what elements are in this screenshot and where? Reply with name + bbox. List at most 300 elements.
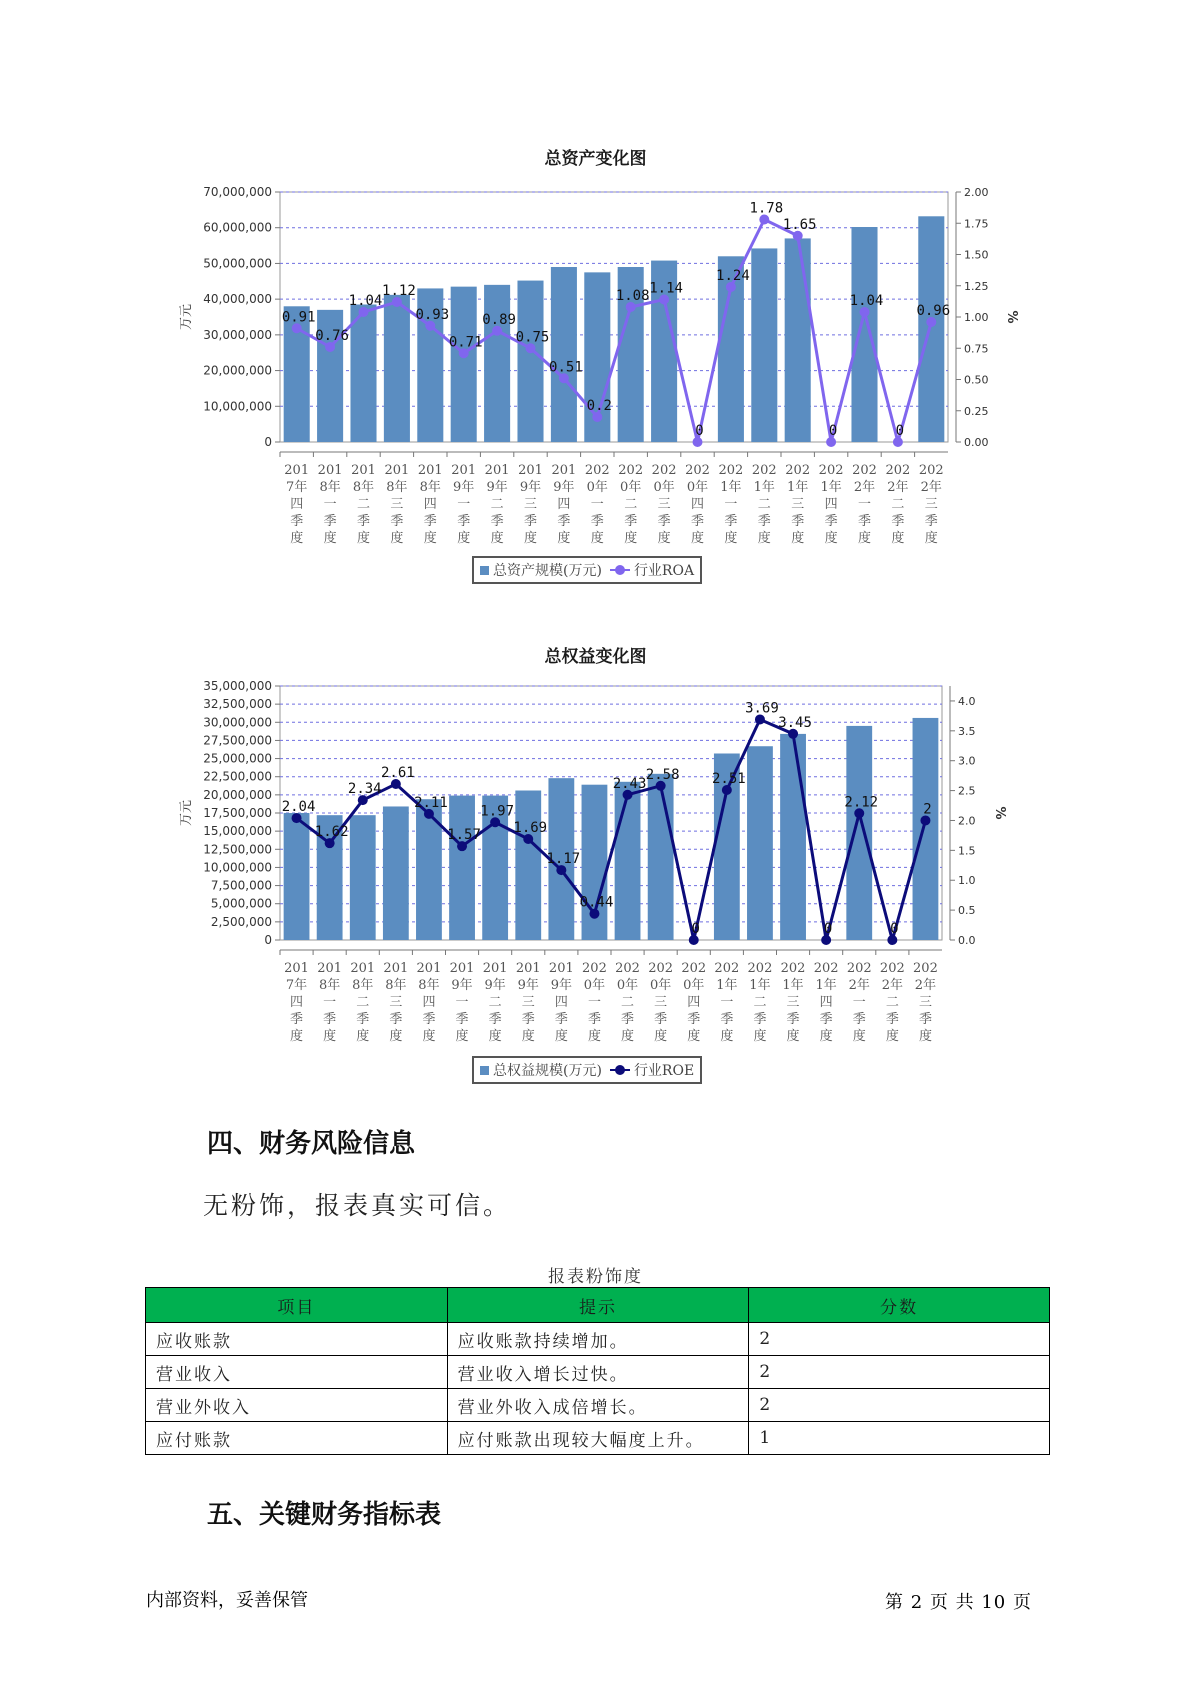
- data-label: 1.57: [447, 827, 481, 844]
- x-tick-label-line: 一: [857, 497, 872, 512]
- header-hint: 提示: [447, 1288, 749, 1323]
- x-tick-label-line: 二: [621, 995, 635, 1010]
- line-legend-marker: [610, 1065, 630, 1075]
- x-tick-label-line: 季: [753, 1012, 767, 1027]
- x-tick-label-line: 度: [687, 1029, 701, 1044]
- x-tick-label-line: 9年: [451, 978, 473, 993]
- right-tick-label: 1.75: [964, 217, 989, 231]
- x-tick-label-line: 202: [879, 961, 905, 976]
- x-tick-label-line: 一: [455, 995, 469, 1010]
- data-label: 1.78: [749, 200, 784, 217]
- x-tick-label-line: 度: [557, 531, 571, 546]
- table-row: [146, 1323, 1050, 1356]
- x-tick-label-line: 季: [323, 1012, 337, 1027]
- x-tick-label-line: 度: [724, 531, 738, 546]
- row-item: 营业外收入: [146, 1389, 448, 1422]
- asset-chart-title: 总资产变化图: [544, 149, 647, 169]
- data-label: 2.12: [844, 794, 879, 811]
- x-tick-label-line: 季: [724, 514, 738, 529]
- data-label: 1.24: [716, 268, 750, 284]
- x-tick-label: [549, 961, 574, 1044]
- x-tick-label: [284, 463, 309, 546]
- x-tick-label-line: 季: [488, 1012, 502, 1027]
- x-tick-label: [483, 961, 508, 1044]
- x-tick-label-line: 三: [786, 995, 800, 1010]
- x-tick-label: [551, 463, 576, 546]
- x-tick-label-line: 一: [852, 995, 866, 1010]
- bar: [384, 295, 410, 442]
- x-tick-label-line: 一: [587, 995, 601, 1010]
- x-tick-label-line: 度: [757, 531, 771, 546]
- x-tick-label: [318, 463, 343, 546]
- asset-chart-legend: [472, 556, 702, 584]
- x-tick-label-line: 度: [356, 531, 371, 546]
- x-tick-label-line: 度: [857, 531, 872, 546]
- x-tick-label-line: 9年: [453, 480, 475, 495]
- x-tick-label-line: 2年: [848, 978, 870, 993]
- x-tick-label-line: 度: [891, 531, 905, 546]
- x-tick-label: [748, 961, 773, 1044]
- total-equity-chart: [0, 668, 1191, 1068]
- x-tick-label: [919, 463, 944, 546]
- x-tick-label-line: 季: [924, 514, 938, 529]
- data-label: 0: [695, 423, 704, 439]
- bar: [751, 248, 777, 442]
- x-tick-label-line: 202: [818, 463, 844, 478]
- x-tick-label-line: 202: [648, 961, 674, 976]
- data-label: 2: [923, 801, 932, 818]
- x-tick-label-line: 202: [747, 961, 773, 976]
- left-tick-label: 50,000,000: [203, 256, 272, 271]
- bar: [451, 287, 477, 442]
- x-tick-label-line: 7年: [286, 480, 308, 495]
- x-tick-label: [450, 961, 475, 1044]
- x-tick-label-line: 8年: [385, 978, 407, 993]
- row-hint: 营业收入增长过快。: [447, 1356, 749, 1389]
- data-label: 0.93: [415, 306, 450, 323]
- x-tick-label-line: 季: [390, 514, 404, 529]
- x-tick-label-line: 二: [490, 497, 504, 512]
- x-tick-label-line: 0年: [686, 480, 709, 495]
- data-label: 0.75: [515, 329, 550, 346]
- total-assets-chart: [0, 170, 1191, 710]
- x-tick-label-line: 度: [918, 1029, 932, 1044]
- data-label: 1.08: [615, 288, 650, 304]
- x-tick-label-line: 四: [557, 497, 571, 512]
- x-tick-label-line: 季: [786, 1012, 800, 1027]
- right-tick-label: 3.0: [958, 754, 976, 768]
- x-tick-label-line: 1年: [815, 978, 837, 993]
- x-tick-label-line: 度: [924, 531, 938, 546]
- data-label: 1.14: [649, 280, 683, 297]
- right-tick-label: 0.5: [958, 904, 976, 918]
- left-tick-label: 32,500,000: [203, 697, 272, 712]
- x-tick-label-line: 度: [554, 1029, 568, 1044]
- x-tick-label-line: 度: [488, 1029, 502, 1044]
- x-tick-label: [681, 961, 706, 1044]
- data-label: 0.96: [916, 303, 951, 319]
- x-tick-label-line: 四: [687, 995, 701, 1010]
- data-label: 0.91: [281, 309, 316, 326]
- data-label: 0: [890, 921, 899, 937]
- x-tick-label-line: 四: [690, 497, 705, 512]
- x-tick-label: [847, 961, 872, 1044]
- x-tick-label-line: 2年: [853, 480, 876, 495]
- data-label: 2.04: [281, 799, 316, 816]
- x-tick-label-line: 201: [351, 463, 376, 478]
- x-tick-label-line: 201: [284, 961, 309, 976]
- left-tick-label: 7,500,000: [210, 878, 272, 893]
- left-tick-label: 2,500,000: [210, 914, 272, 929]
- x-tick-label-line: 201: [384, 463, 410, 478]
- data-label: 1.97: [480, 803, 515, 820]
- bar: [851, 227, 877, 442]
- x-tick-label: [585, 463, 610, 546]
- x-tick-label: [913, 961, 938, 1044]
- x-tick-label-line: 201: [551, 463, 577, 478]
- x-tick-label-line: 度: [422, 1029, 436, 1044]
- x-tick-label-line: 三: [390, 497, 404, 512]
- x-tick-label-line: 季: [852, 1012, 866, 1027]
- x-tick-label-line: 度: [323, 1029, 337, 1044]
- left-tick-label: 20,000,000: [203, 787, 272, 802]
- row-item: 营业收入: [146, 1356, 448, 1389]
- right-tick-label: 1.0: [958, 874, 976, 888]
- right-tick-label: 1.50: [964, 248, 989, 262]
- x-tick-label-line: 二: [885, 995, 899, 1010]
- right-tick-label: 0.75: [964, 342, 989, 356]
- right-tick-label: 3.5: [958, 724, 976, 738]
- row-item: 应付账款: [146, 1422, 448, 1455]
- data-label: 2.11: [414, 794, 448, 811]
- x-tick-label-line: 2年: [914, 978, 937, 993]
- x-tick-label-line: 季: [490, 514, 504, 529]
- x-tick-label-line: 四: [819, 995, 833, 1010]
- x-tick-label-line: 四: [422, 995, 436, 1010]
- x-tick-label: [781, 961, 806, 1044]
- x-tick-label-line: 度: [786, 1029, 800, 1044]
- x-tick-label: [351, 463, 376, 546]
- bar-legend-swatch: [480, 566, 489, 575]
- bar: [648, 774, 674, 940]
- x-tick-label-line: 季: [791, 514, 805, 529]
- x-tick-label-line: 季: [624, 514, 638, 529]
- x-tick-label-line: 202: [913, 961, 938, 976]
- x-tick-label-line: 一: [590, 497, 604, 512]
- x-tick-label-line: 一: [323, 995, 337, 1010]
- x-tick-label: [714, 961, 739, 1044]
- equity-chart-legend: [472, 1056, 702, 1084]
- left-tick-label: 17,500,000: [203, 806, 272, 820]
- x-tick-label-line: 度: [819, 1029, 833, 1044]
- legend-bar-label: 总权益规模(万元): [493, 1063, 602, 1079]
- left-tick-label: 20,000,000: [203, 363, 272, 378]
- data-label: 2.43: [612, 775, 647, 792]
- x-tick-label-line: 季: [455, 1012, 469, 1027]
- x-tick-label-line: 度: [654, 1029, 668, 1044]
- x-tick-label: [384, 463, 409, 546]
- x-tick-label-line: 202: [785, 463, 811, 478]
- left-axis-title: 万元: [179, 799, 194, 827]
- x-tick-label-line: 度: [824, 531, 838, 546]
- x-tick-label-line: 二: [356, 995, 370, 1010]
- line-legend-marker: [610, 565, 630, 575]
- x-tick-label-line: 202: [751, 463, 777, 478]
- legend-bar-label: 总资产规模(万元): [493, 563, 602, 579]
- x-tick-label: [582, 961, 607, 1044]
- section-four-heading: 四、财务风险信息: [207, 1129, 416, 1159]
- x-tick-label-line: 9年: [517, 978, 539, 993]
- data-label: 1.65: [782, 216, 817, 233]
- x-tick-label: [516, 961, 541, 1044]
- left-tick-label: 5,000,000: [210, 896, 272, 911]
- x-tick-label-line: 201: [350, 961, 376, 976]
- x-tick-label-line: 四: [423, 497, 437, 512]
- x-tick-label-line: 度: [457, 531, 471, 546]
- x-tick-label-line: 0年: [586, 480, 608, 495]
- data-label: 1.62: [314, 824, 349, 841]
- x-tick-label-line: 2年: [887, 480, 909, 495]
- bar: [785, 238, 811, 442]
- data-label: 0.44: [579, 894, 614, 911]
- x-tick-label: [685, 463, 710, 546]
- right-tick-label: 1.00: [964, 311, 989, 324]
- whitewash-table: [145, 1287, 1050, 1455]
- x-tick-label: [752, 463, 777, 546]
- right-tick-label: 1.5: [958, 844, 976, 858]
- plot-frame: [280, 192, 951, 442]
- x-tick-label-line: 一: [323, 497, 337, 512]
- data-label: 0.71: [448, 334, 483, 351]
- x-tick-label-line: 季: [885, 1012, 899, 1027]
- x-tick-label-line: 201: [284, 463, 310, 478]
- x-tick-label-line: 202: [714, 961, 740, 976]
- row-score: 1: [749, 1422, 1050, 1455]
- x-tick-label-line: 1年: [787, 480, 809, 495]
- x-tick-label-line: 度: [290, 531, 304, 546]
- footer-page-number: 第 2 页 共 10 页: [885, 1592, 1032, 1613]
- bar: [551, 267, 577, 442]
- table-row: [146, 1422, 1050, 1455]
- x-tick-label: [814, 961, 839, 1044]
- x-tick-label-line: 9年: [484, 978, 506, 993]
- x-tick-label-line: 9年: [553, 480, 575, 495]
- left-tick-label: 25,000,000: [203, 751, 272, 766]
- left-tick-label: 0: [264, 435, 272, 449]
- x-tick-label-line: 201: [449, 961, 475, 976]
- x-tick-label-line: 二: [753, 995, 767, 1010]
- bar: [416, 799, 442, 940]
- table-row: [146, 1356, 1050, 1389]
- data-label: 1.17: [546, 851, 581, 868]
- bar: [615, 782, 641, 940]
- x-tick-label: [350, 961, 375, 1044]
- table-row: [146, 1389, 1050, 1422]
- x-tick-label-line: 度: [423, 531, 437, 546]
- bar: [913, 718, 939, 940]
- x-tick-label-line: 9年: [519, 480, 542, 495]
- x-tick-label-line: 度: [590, 531, 604, 546]
- left-tick-label: 10,000,000: [203, 399, 272, 414]
- right-tick-label: 0.25: [964, 404, 989, 418]
- right-tick-label: 0.00: [964, 436, 989, 449]
- x-tick-label-line: 三: [654, 995, 668, 1010]
- x-tick-label-line: 二: [757, 497, 771, 512]
- data-label: 0: [691, 921, 700, 937]
- right-tick-label: 2.0: [958, 814, 976, 828]
- x-tick-label-line: 202: [685, 463, 710, 478]
- x-tick-label: [317, 961, 342, 1044]
- x-tick-label-line: 度: [521, 1029, 535, 1044]
- x-tick-label: [652, 463, 677, 546]
- x-tick-label-line: 三: [918, 995, 932, 1010]
- data-label: 1.04: [348, 293, 383, 309]
- x-tick-label-line: 201: [417, 463, 443, 478]
- left-tick-label: 70,000,000: [203, 185, 272, 199]
- x-tick-label-line: 度: [720, 1029, 734, 1044]
- x-tick-label-line: 季: [523, 514, 538, 529]
- x-tick-label-line: 季: [290, 1012, 304, 1027]
- x-tick-label-line: 二: [891, 497, 905, 512]
- risk-summary-text: 无粉饰，报表真实可信。: [203, 1191, 512, 1220]
- left-tick-label: 0: [264, 933, 272, 947]
- x-tick-label-line: 季: [654, 1012, 668, 1027]
- x-tick-label-line: 8年: [419, 480, 441, 495]
- x-tick-label-line: 202: [582, 961, 607, 976]
- x-tick-label-line: 季: [423, 514, 437, 529]
- x-tick-label-line: 0年: [583, 978, 606, 993]
- x-tick-label-line: 度: [490, 531, 504, 546]
- left-tick-label: 30,000,000: [203, 715, 272, 730]
- section-five-heading: 五、关键财务指标表: [207, 1500, 442, 1530]
- x-tick-label-line: 1年: [720, 480, 742, 495]
- x-tick-label-line: 季: [557, 514, 571, 529]
- x-tick-label-line: 季: [290, 514, 304, 529]
- x-tick-label-line: 8年: [319, 978, 341, 993]
- bar: [284, 813, 310, 940]
- row-hint: 应付账款出现较大幅度上升。: [447, 1422, 749, 1455]
- x-tick-label-line: 1年: [820, 480, 842, 495]
- bar-legend-swatch: [480, 1066, 489, 1075]
- x-tick-label-line: 201: [518, 463, 543, 478]
- x-tick-label-line: 201: [548, 961, 574, 976]
- left-tick-label: 40,000,000: [203, 292, 272, 307]
- x-tick-label-line: 二: [356, 497, 371, 512]
- right-tick-label: 2.00: [964, 186, 989, 199]
- x-tick-label-line: 季: [857, 514, 872, 529]
- x-tick-label-line: 三: [791, 497, 805, 512]
- x-tick-label-line: 201: [317, 463, 343, 478]
- left-axis-title: 万元: [179, 303, 194, 331]
- x-tick-label: [284, 961, 309, 1044]
- x-tick-label: [417, 961, 442, 1044]
- x-tick-label-line: 202: [651, 463, 677, 478]
- right-tick-label: 0.50: [964, 373, 989, 387]
- data-label: 2.61: [380, 765, 415, 782]
- x-tick-label-line: 202: [618, 463, 644, 478]
- x-tick-label: [418, 463, 443, 546]
- data-label: 0: [823, 921, 833, 937]
- row-item: 应收账款: [146, 1323, 448, 1356]
- bar: [780, 734, 806, 940]
- data-label: 0.2: [586, 398, 612, 414]
- x-tick-label-line: 202: [780, 961, 806, 976]
- x-tick-label-line: 度: [791, 531, 805, 546]
- x-tick-label-line: 202: [813, 961, 839, 976]
- x-tick-label-line: 8年: [418, 978, 440, 993]
- x-tick-label-line: 202: [852, 463, 877, 478]
- data-label: 2.58: [645, 766, 680, 783]
- left-tick-label: 35,000,000: [203, 679, 272, 693]
- x-tick-label-line: 季: [587, 1012, 601, 1027]
- x-tick-label-line: 季: [621, 1012, 635, 1027]
- right-tick-label: 0.0: [958, 934, 976, 947]
- x-tick-label-line: 0年: [653, 480, 675, 495]
- x-tick-label-line: 度: [290, 1029, 304, 1044]
- data-label: 1.12: [382, 283, 416, 299]
- x-tick-label-line: 度: [356, 1029, 370, 1044]
- x-tick-label-line: 0年: [650, 978, 672, 993]
- row-score: 2: [749, 1389, 1050, 1422]
- row-hint: 营业外收入成倍增长。: [447, 1389, 749, 1422]
- bar: [517, 281, 543, 442]
- row-hint: 应收账款持续增加。: [447, 1323, 749, 1356]
- x-tick-label-line: 8年: [319, 480, 341, 495]
- x-tick-label-line: 度: [753, 1029, 767, 1044]
- x-tick-label: [485, 463, 510, 546]
- x-tick-label-line: 度: [621, 1029, 635, 1044]
- right-tick-label: 2.5: [958, 784, 976, 798]
- x-tick-label-line: 202: [718, 463, 744, 478]
- left-tick-label: 15,000,000: [203, 824, 272, 839]
- x-tick-label-line: 8年: [352, 978, 374, 993]
- x-tick-label-line: 季: [824, 514, 838, 529]
- data-label: 0: [895, 423, 905, 439]
- right-tick-label: 4.0: [958, 694, 976, 708]
- header-item: 项目: [146, 1288, 448, 1323]
- data-label: 1.69: [513, 819, 548, 836]
- x-tick-label-line: 一: [457, 497, 471, 512]
- x-tick-label-line: 201: [416, 961, 442, 976]
- x-tick-label-line: 度: [885, 1029, 899, 1044]
- data-label: 2.34: [347, 781, 382, 798]
- x-tick-label: [852, 463, 877, 546]
- x-tick-label-line: 季: [687, 1012, 701, 1027]
- x-tick-label-line: 季: [356, 514, 371, 529]
- x-tick-label-line: 三: [924, 497, 938, 512]
- bar: [383, 806, 409, 940]
- left-tick-label: 22,500,000: [203, 769, 272, 784]
- x-tick-label-line: 202: [846, 961, 872, 976]
- table-header-row: [146, 1288, 1050, 1323]
- x-tick-label-line: 季: [690, 514, 705, 529]
- x-tick-label-line: 季: [323, 514, 337, 529]
- x-tick-label-line: 201: [383, 961, 409, 976]
- bar: [515, 791, 541, 940]
- x-tick-label: [885, 463, 910, 546]
- bar: [350, 815, 376, 940]
- x-tick-label-line: 季: [590, 514, 604, 529]
- x-tick-label-line: 四: [824, 497, 838, 512]
- footer-confidential-note: 内部资料，妥善保管: [146, 1590, 308, 1611]
- legend-line-label: 行业ROE: [633, 1063, 695, 1079]
- x-tick-label-line: 三: [657, 497, 671, 512]
- x-tick-label-line: 季: [757, 514, 771, 529]
- x-tick-label-line: 季: [891, 514, 905, 529]
- data-label: 3.45: [778, 714, 812, 731]
- x-tick-label-line: 1年: [753, 480, 775, 495]
- data-label: 0.51: [549, 359, 583, 376]
